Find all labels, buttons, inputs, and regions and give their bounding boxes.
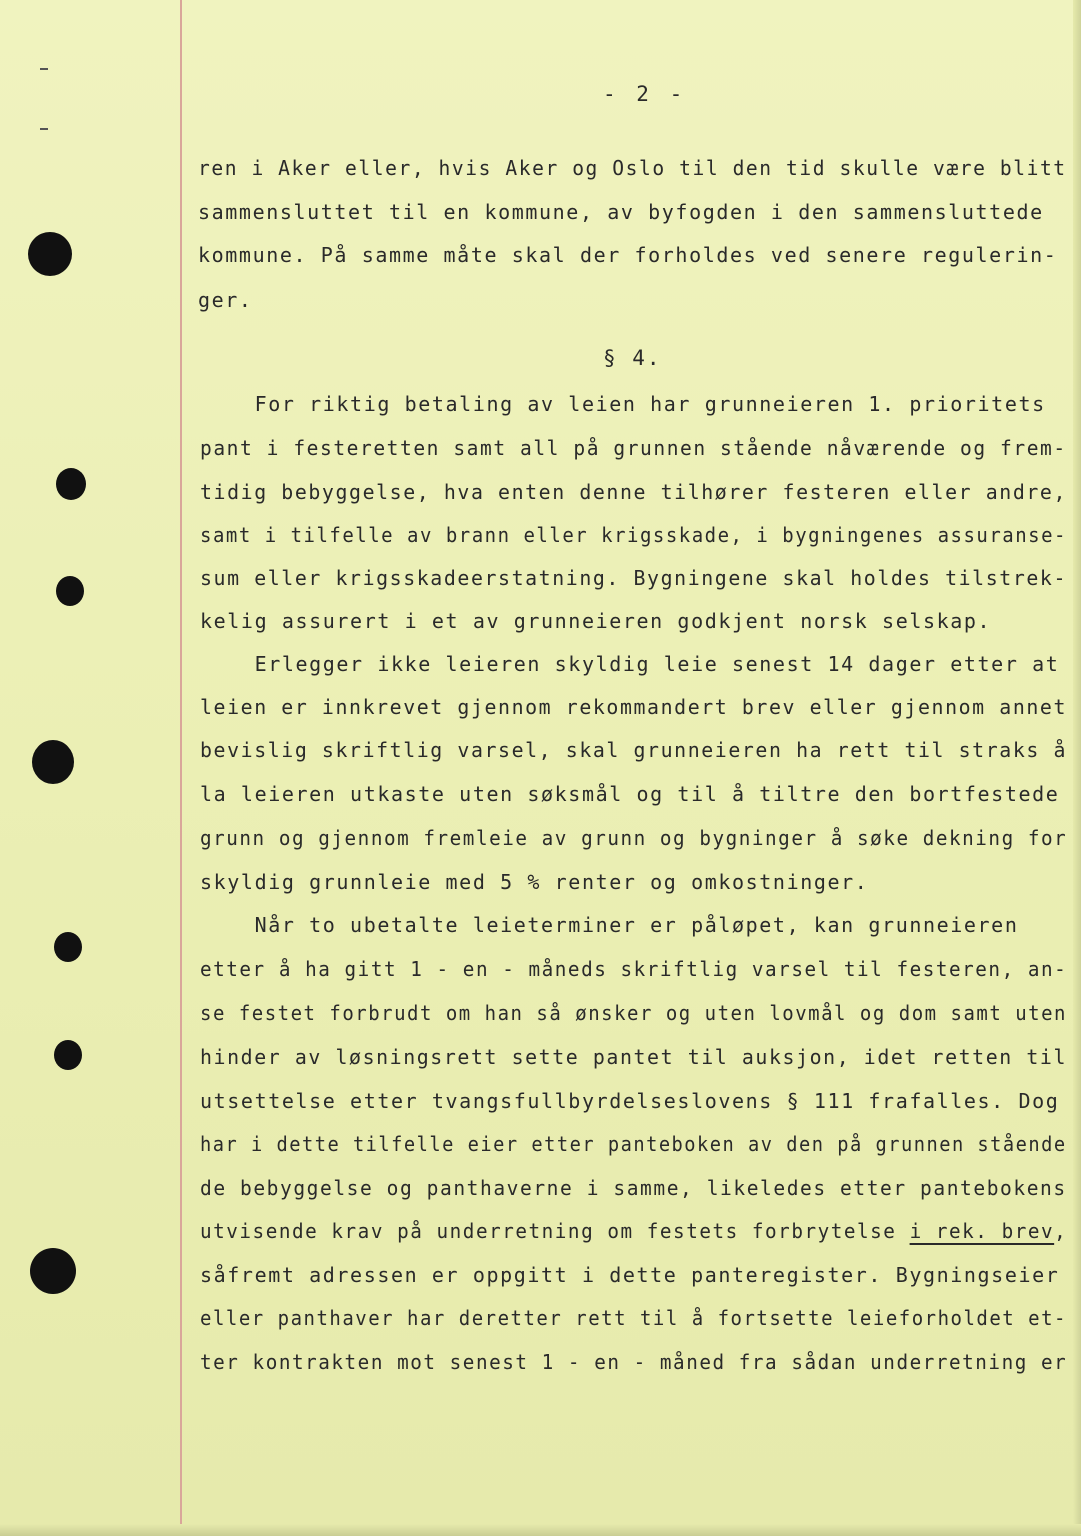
punch-hole	[32, 740, 74, 784]
text-line: grunn og gjennom fremleie av grunn og bygninger å søke dekning for	[200, 826, 1068, 850]
text-line: utsettelse etter tvangsfullbyrdelseslovens § 111 frafalles. Dog	[200, 1089, 1060, 1113]
text-line: sammensluttet til en kommune, av byfogden i den sammensluttede	[198, 200, 1044, 224]
text-line: kommune. På samme måte skal der forholdes ved senere regulerin-	[198, 243, 1058, 267]
text-line: ter kontrakten mot senest 1 - en - måned fra sådan underretning er	[200, 1350, 1068, 1374]
text-line: tidig bebyggelse, hva enten denne tilhører festeren eller andre,	[200, 480, 1068, 504]
text-line: skyldig grunnleie med 5 % renter og omkostninger.	[200, 870, 869, 894]
text-line: kelig assurert i et av grunneieren godkjent norsk selskap.	[200, 609, 992, 633]
punch-hole	[54, 1040, 82, 1070]
punch-hole	[30, 1248, 76, 1294]
text-line: samt i tilfelle av brann eller krigsskade, i bygningenes assuranse-	[200, 523, 1067, 547]
red-margin-line	[180, 0, 182, 1536]
text-line: har i dette tilfelle eier etter panteboken av den på grunnen stående	[200, 1132, 1067, 1156]
page-number: - 2 -	[603, 82, 687, 106]
page-edge-right	[1073, 0, 1081, 1536]
text-line: ger.	[198, 288, 253, 312]
text-line: utvisende krav på underretning om festets forbrytelse	[200, 1219, 910, 1243]
text-line: sum eller krigsskadeerstatning. Bygningene skal holdes tilstrek-	[200, 566, 1068, 590]
underlined-phrase: i rek. brev	[909, 1219, 1055, 1243]
text-line: pant i festeretten samt all på grunnen stående nåværende og frem-	[200, 436, 1067, 460]
text-line: bevislig skriftlig varsel, skal grunneieren ha rett til straks å	[200, 738, 1068, 762]
punch-hole	[56, 468, 86, 500]
text-line: hinder av løsningsrett sette pantet til auksjon, idet retten til	[200, 1045, 1068, 1069]
punch-hole	[54, 932, 82, 962]
section-heading: § 4.	[603, 346, 662, 370]
text-line: Når to ubetalte leieterminer er påløpet, kan grunneieren	[200, 913, 1019, 937]
text-line: la leieren utkaste uten søksmål og til å tiltre den bortfestede	[200, 782, 1060, 806]
text-line: etter å ha gitt 1 - en - måneds skriftlig varsel til festeren, an-	[200, 957, 1068, 981]
text-line: For riktig betaling av leien har grunneieren 1. prioritets	[200, 392, 1046, 416]
text-line: leien er innkrevet gjennom rekommandert brev eller gjennom annet	[200, 695, 1068, 719]
text-line: ren i Aker eller, hvis Aker og Oslo til den tid skulle være blitt	[198, 156, 1067, 180]
text-line: eller panthaver har deretter rett til å fortsette leieforholdet et-	[200, 1306, 1067, 1330]
text-line: se festet forbrudt om han så ønsker og uten lovmål og dom samt uten	[200, 1001, 1067, 1025]
text-line-with-underline	[200, 1219, 1067, 1243]
text-line: Erlegger ikke leieren skyldig leie senest 14 dager etter at	[200, 652, 1060, 676]
punch-hole	[56, 576, 84, 606]
page-edge-bottom	[0, 1524, 1081, 1536]
underlined-tail: ,	[1054, 1219, 1068, 1243]
text-line: de bebyggelse og panthaverne i samme, likeledes etter pantebokens	[200, 1176, 1067, 1200]
text-line: såfremt adressen er oppgitt i dette panteregister. Bygningseier	[200, 1263, 1060, 1287]
